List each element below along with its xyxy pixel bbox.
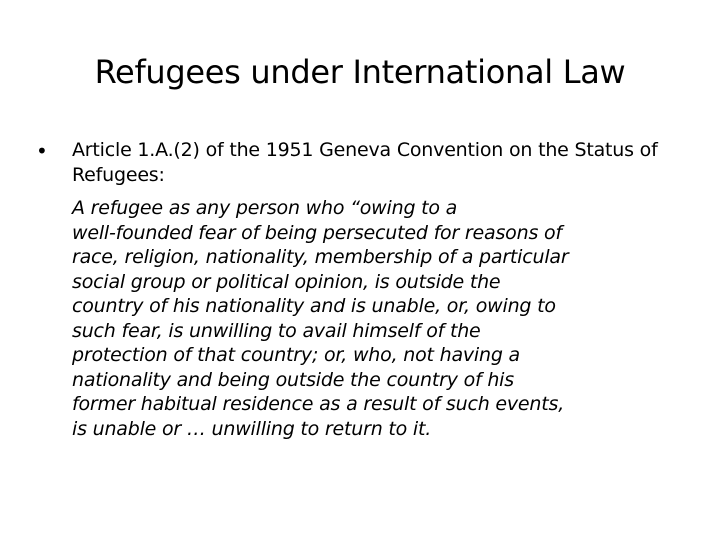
quote-line: former habitual residence as a result of such events, [72,393,565,415]
quote-line: social group or political opinion, is outside the [72,270,501,293]
bullet-text: Article 1.A.(2) of the 1951 Geneva Convention on the Status of Refugees: [72,139,658,186]
quote-line: well-founded fear of being persecuted for reasons of [72,221,562,244]
quote-line: protection of that country; or, who, not having a [72,344,520,366]
quote-line: nationality and being outside the country of his [72,368,514,391]
quote-line: is unable or … unwilling to return to it. [72,417,432,440]
quote-line: A refugee as any person who “owing to a [72,197,458,219]
bullet-icon: • [36,139,48,163]
slide-title: Refugees under International Law [94,53,626,91]
quote-block [72,196,684,441]
slide-body [36,138,684,441]
quote-line: race, religion, nationality, membership of a particular [72,246,569,268]
bullet-item [36,138,684,188]
quote-line: such fear, is unwilling to avail himself of the [72,319,481,342]
quote-line: country of his nationality and is unable, or, owing to [72,295,556,317]
